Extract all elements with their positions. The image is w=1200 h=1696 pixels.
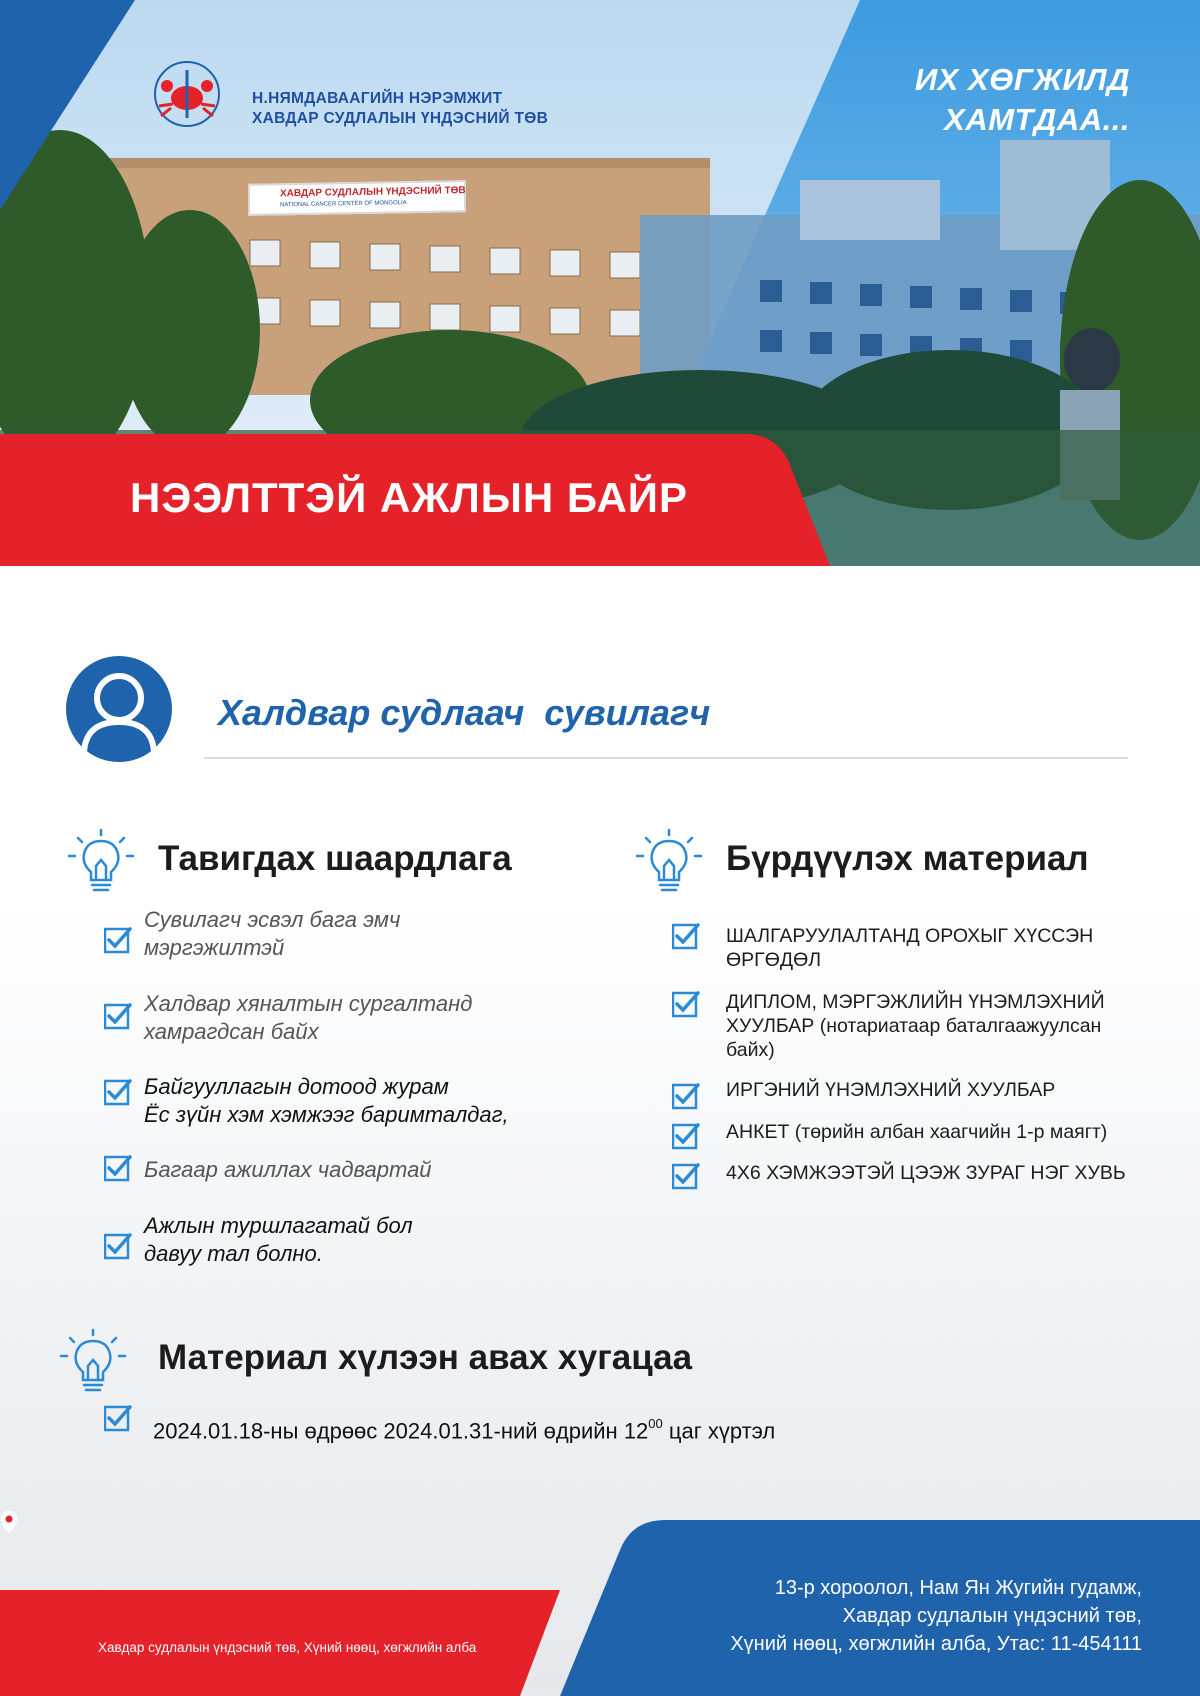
checkbox-checked-icon — [672, 1122, 700, 1150]
requirements-heading: Тавигдах шаардлага — [158, 839, 512, 878]
checkbox-checked-icon — [672, 922, 700, 950]
requirement-line: мэргэжилтэй — [144, 935, 285, 960]
requirement-line: давуу тал болно. — [144, 1241, 323, 1266]
footer-department: Хавдар судлалын үндэсний төв, Хүний нөөц, хөгжлийн алба — [98, 1640, 477, 1655]
slogan-line2: ХАМТДАА... — [944, 102, 1130, 137]
lightbulb-icon — [66, 828, 136, 898]
requirement-line: Сувилагч эсвэл бага эмч — [144, 907, 401, 932]
org-logo-block — [130, 48, 610, 148]
material-line: байх) — [726, 1039, 775, 1061]
deadline-date-range: 2024.01.18-ны өдрөөс 2024.01.31-ний өдрийн 12 — [153, 1418, 649, 1444]
org-name-line2: ХАВДАР СУДЛАЛЫН ҮНДЭСНИЙ ТӨВ — [252, 110, 549, 127]
deadline-suffix: цаг хүртэл — [662, 1418, 776, 1444]
slogan-line1: ИХ ХӨГЖИЛД — [914, 62, 1130, 97]
material-item-4: АНКЕТ (төрийн албан хаагчийн 1-р маягт) — [726, 1121, 1108, 1143]
requirement-line: хамрагдсан байх — [144, 1019, 319, 1044]
material-line: ДИПЛОМ, МЭРГЭЖЛИЙН ҮНЭМЛЭХНИЙ — [726, 991, 1105, 1013]
requirement-line: Халдвар хяналтын сургалтанд — [144, 991, 473, 1016]
hero-banner — [0, 0, 1200, 566]
location-pin-icon — [0, 1510, 18, 1534]
address-line: Хавдар судлалын үндэсний төв, — [842, 1605, 1142, 1627]
checkbox-checked-icon — [104, 1154, 132, 1182]
building-sign-subtext: NATIONAL CANCER CENTER OF MONGOLIA — [280, 200, 407, 209]
checkbox-checked-icon — [104, 1232, 132, 1260]
requirement-line: Байгууллагын дотоод журам — [144, 1074, 449, 1099]
material-item-3: ИРГЭНИЙ ҮНЭМЛЭХНИЙ ХУУЛБАР — [726, 1079, 1056, 1101]
requirement-item-1 — [144, 906, 584, 962]
footer — [0, 1510, 1200, 1696]
checkbox-checked-icon — [104, 926, 132, 954]
deadline-text — [153, 1418, 775, 1444]
divider — [204, 757, 1128, 759]
requirement-item-4 — [144, 1156, 584, 1184]
requirement-item-3 — [144, 1073, 614, 1129]
org-name-line1: Н.НЯМДАВААГИЙН НЭРЭМЖИТ — [252, 90, 503, 107]
user-avatar-icon — [66, 656, 172, 762]
checkbox-checked-icon — [104, 1078, 132, 1106]
address-line: Хүний нөөц, хөгжлийн алба, Утас: 11-454111 — [730, 1633, 1142, 1655]
lightbulb-icon — [58, 1328, 128, 1398]
requirement-line: Ёс зүйн хэм хэмжээг баримталдаг, — [144, 1102, 509, 1127]
requirement-item-5 — [144, 1212, 584, 1268]
slogan — [915, 60, 1130, 140]
checkbox-checked-icon — [672, 990, 700, 1018]
material-item-5: 4Х6 ХЭМЖЭЭТЭЙ ЦЭЭЖ ЗУРАГ НЭГ ХУВЬ — [726, 1162, 1126, 1184]
building-sign — [248, 180, 466, 216]
building-sign-text: ХАВДАР СУДЛАЛЫН ҮНДЭСНИЙ ТӨВ — [280, 185, 466, 200]
requirement-line: Ажлын туршлагатай бол — [144, 1213, 413, 1238]
checkbox-checked-icon — [672, 1162, 700, 1190]
banner-title: НЭЭЛТТЭЙ АЖЛЫН БАЙР — [130, 474, 689, 521]
deadline-heading: Материал хүлээн авах хугацаа — [158, 1338, 693, 1377]
address-line: 13-р хороолол, Нам Ян Жугийн гудамж, — [774, 1577, 1142, 1599]
footer-address — [730, 1574, 1142, 1658]
materials-heading: Бүрдүүлэх материал — [726, 839, 1089, 878]
deadline-minutes: 00 — [648, 1416, 663, 1431]
checkbox-checked-icon — [104, 1002, 132, 1030]
material-item-1 — [726, 924, 1166, 972]
requirement-line: Багаар ажиллах чадвартай — [144, 1157, 432, 1182]
material-line: ХУУЛБАР (нотариатаар баталгаажуулсан — [726, 1015, 1102, 1037]
lightbulb-icon — [634, 828, 704, 898]
checkbox-checked-icon — [672, 1082, 700, 1110]
material-line: ШАЛГАРУУЛАЛТАНД ОРОХЫГ ХҮССЭН — [726, 925, 1094, 947]
checkbox-checked-icon — [104, 1404, 132, 1432]
position-title: Халдвар судлаач сувилагч — [218, 692, 711, 733]
requirement-item-2 — [144, 990, 584, 1046]
material-item-2 — [726, 990, 1186, 1062]
material-line: ӨРГӨДӨЛ — [726, 949, 822, 971]
